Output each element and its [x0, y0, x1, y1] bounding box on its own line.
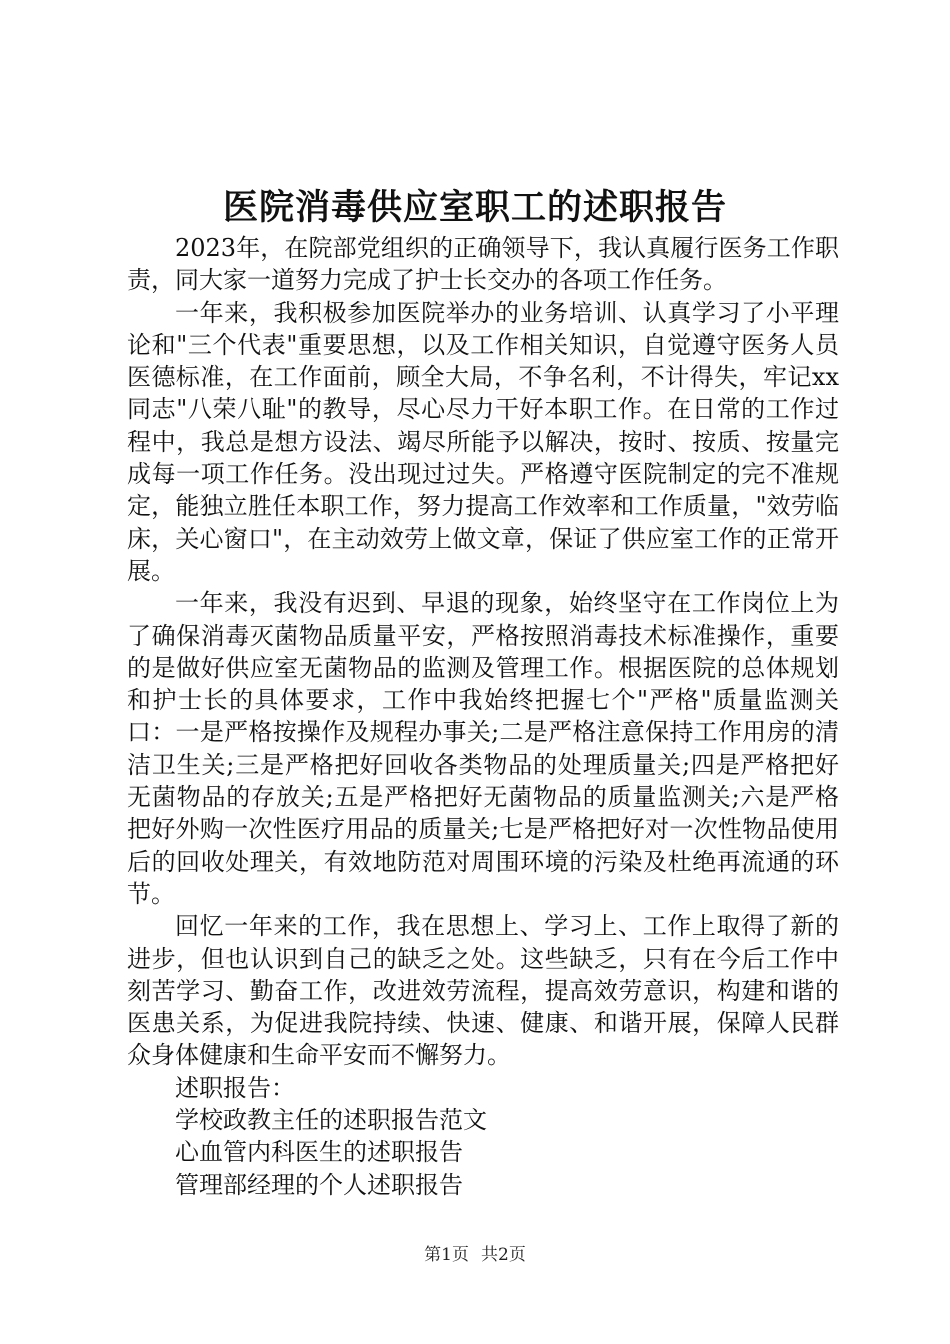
document-body [127, 232, 839, 1201]
paragraph-2: 一年来，我积极参加医院举办的业务培训、认真学习了小平理论和"三个代表"重要思想，以及工作相关知识，自觉遵守医务人员医德标准，在工作面前，顾全大局，不争名利，不计得失，牢记xx同志"八荣八耻"的教导，尽心尽力干好本职工作。在日常的工作过程中，我总是想方设法、竭尽所能予以解决，按时、按质、按量完成每一项工作任务。没出现过过失。严格遵守医院制定的完不准规定，能独立胜任本职工作，努力提高工作效率和工作质量，"效劳临床，关心窗口"，在主动效劳上做文章，保证了供应室工作的正常开展。 [127, 298, 839, 585]
related-link[interactable]: 心血管内科医生的述职报告 [175, 1138, 463, 1167]
paragraph-3: 一年来，我没有迟到、早退的现象，始终坚守在工作岗位上为了确保消毒灭菌物品质量平安，严格按照消毒技术标准操作，重要的是做好供应室无菌物品的监测及管理工作。根据医院的总体规划和护士长的具体要求，工作中我始终把握七个"严格"质量监测关口：一是严格按操作及规程办事关;二是严格注意保持工作用房的清洁卫生关;三是严格把好回收各类物品的处理质量关;四是严格把好无菌物品的存放关;五是严格把好无菌物品的质量监测关;六是严格把好外购一次性医疗用品的质量关;七是严格把好对一次性物品使用后的回收处理关，有效地防范对周围环境的污染及杜绝再流通的环节。 [127, 589, 839, 908]
related-link[interactable]: 学校政教主任的述职报告范文 [175, 1106, 487, 1135]
page-number: 第1页 [424, 1245, 469, 1265]
related-heading: 述职报告： [175, 1073, 295, 1102]
page-total: 共2页 [481, 1245, 526, 1265]
page-footer [0, 1243, 950, 1267]
related-link[interactable]: 管理部经理的个人述职报告 [175, 1170, 463, 1199]
document-title: 医院消毒供应室职工的述职报告 [222, 187, 727, 228]
paragraph-4: 回忆一年来的工作，我在思想上、学习上、工作上取得了新的进步，但也认识到自己的缺乏之处。这些缺乏，只有在今后工作中刻苦学习、勤奋工作，改进效劳流程，提高效劳意识，构建和谐的医患关系，为促进我院持续、快速、健康、和谐开展，保障人民群众身体健康和生命平安而不懈努力。 [127, 912, 839, 1070]
paragraph-1: 2023年，在院部党组织的正确领导下，我认真履行医务工作职责，同大家一道努力完成了护士长交办的各项工作任务。 [127, 234, 839, 295]
